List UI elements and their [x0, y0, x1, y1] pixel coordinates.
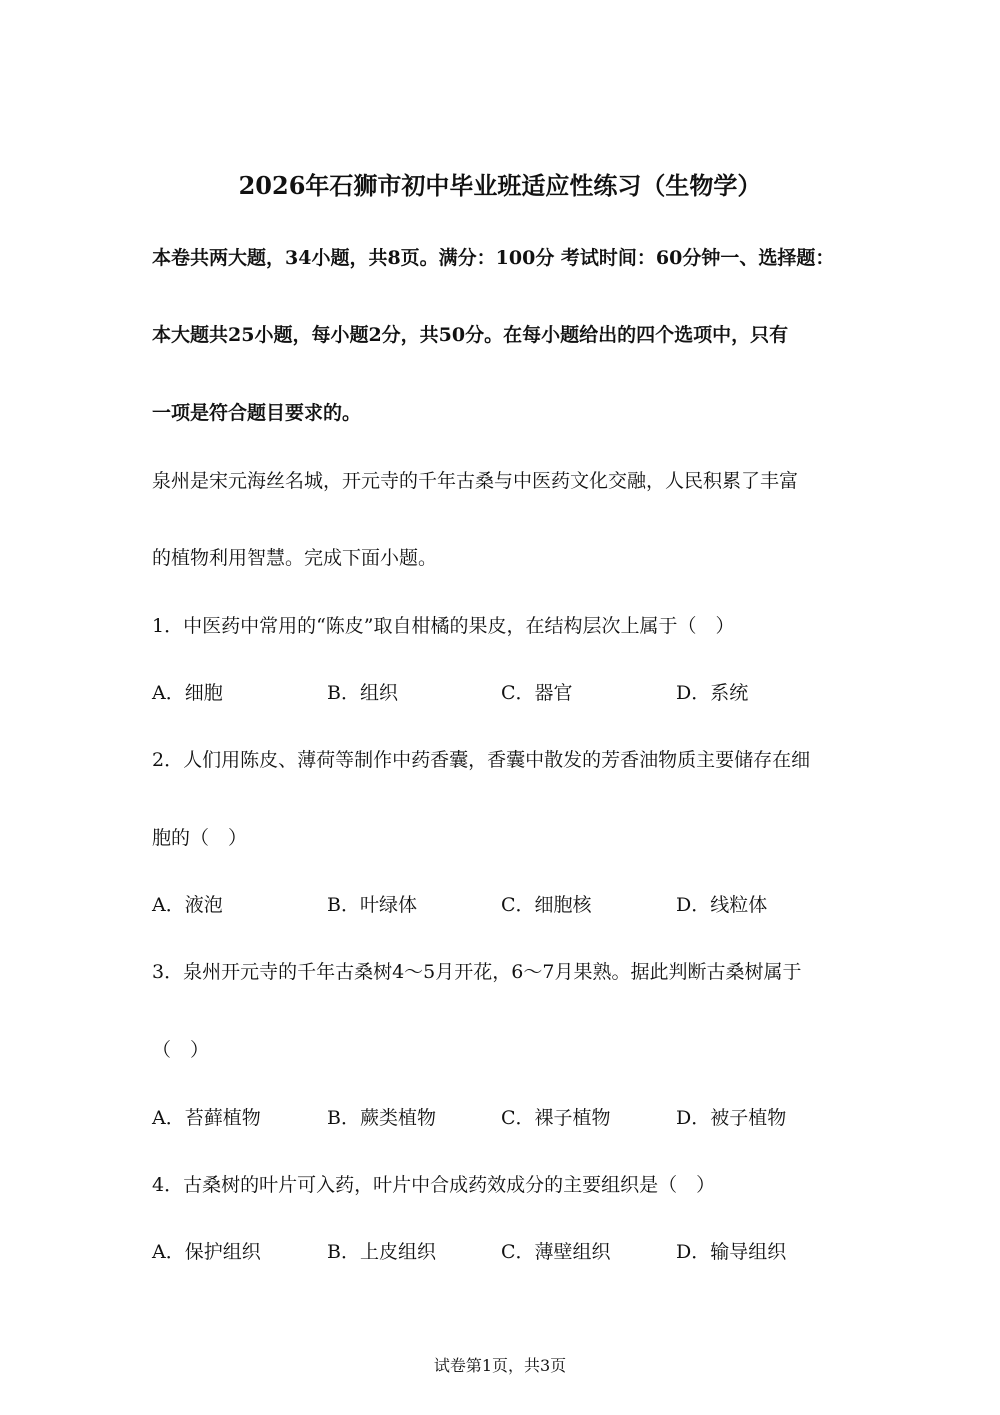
instructions-line-3: 一项是符合题目要求的。 [152, 402, 362, 424]
question-1-stem: 1．中医药中常用的“陈皮”取自柑橘的果皮，在结构层次上属于（ ） [152, 615, 735, 637]
question-4-options [152, 1237, 872, 1267]
question-1-option-b: B．组织 [327, 682, 398, 704]
instructions-line-1: 本卷共两大题，34小题，共8页。满分：100分 考试时间：60分钟一、选择题： [152, 247, 835, 269]
passage-line-2: 的植物利用智慧。完成下面小题。 [152, 547, 438, 569]
question-3-option-b: B．蕨类植物 [327, 1107, 436, 1129]
question-3-stem-line-1: 3．泉州开元寺的千年古桑树4～5月开花，6～7月果熟。据此判断古桑树属于 [152, 961, 802, 983]
question-1-option-a: A．细胞 [152, 682, 223, 704]
question-2-stem-line-1: 2．人们用陈皮、薄荷等制作中药香囊，香囊中散发的芳香油物质主要储存在细 [152, 749, 811, 771]
exam-title: 2026年石狮市初中毕业班适应性练习（生物学） [238, 171, 762, 200]
question-4-stem: 4．古桑树的叶片可入药，叶片中合成药效成分的主要组织是（ ） [152, 1174, 716, 1196]
question-3-option-c: C．裸子植物 [501, 1107, 611, 1129]
passage-line-1: 泉州是宋元海丝名城，开元寺的千年古桑与中医药文化交融，人民积累了丰富 [152, 470, 799, 492]
question-1-option-d: D．系统 [676, 682, 749, 704]
page-footer: 试卷第1页，共3页 [433, 1356, 567, 1375]
question-2-option-d: D．线粒体 [676, 894, 768, 916]
question-4-option-d: D．输导组织 [676, 1241, 787, 1263]
instructions-line-2: 本大题共25小题，每小题2分，共50分。在每小题给出的四个选项中，只有 [152, 324, 789, 346]
question-4-option-a: A．保护组织 [152, 1241, 261, 1263]
question-2-option-b: B．叶绿体 [327, 894, 417, 916]
question-3-stem-line-2: （ ） [152, 1039, 210, 1061]
question-3-option-a: A．苔藓植物 [152, 1107, 261, 1129]
question-2-option-c: C．细胞核 [501, 894, 592, 916]
question-4-option-c: C．薄壁组织 [501, 1241, 611, 1263]
question-3-options [152, 1103, 872, 1133]
question-2-stem-line-2: 胞的（ ） [152, 827, 248, 849]
question-1-option-c: C．器官 [501, 682, 573, 704]
question-1-options [152, 678, 872, 708]
question-2-option-a: A．液泡 [152, 894, 223, 916]
question-3-option-d: D．被子植物 [676, 1107, 787, 1129]
question-4-option-b: B．上皮组织 [327, 1241, 436, 1263]
question-2-options [152, 890, 872, 920]
